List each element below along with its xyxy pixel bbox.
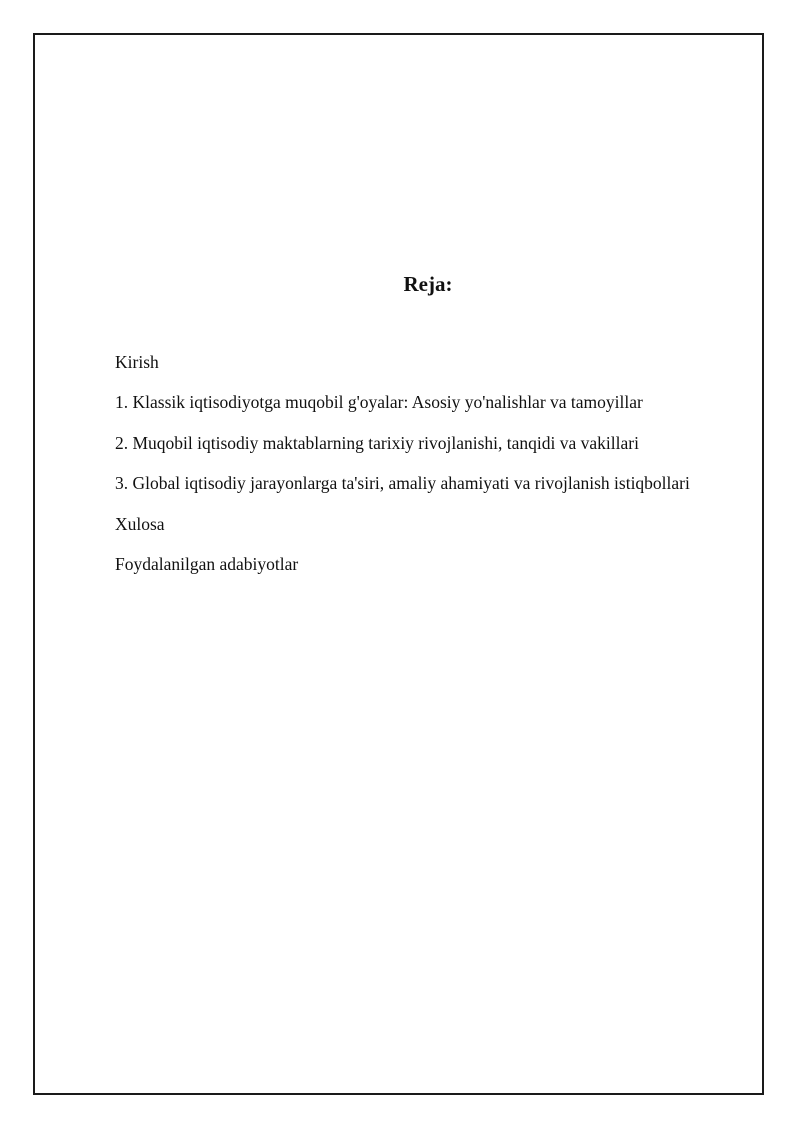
toc-item-introduction: Kirish xyxy=(115,352,159,372)
toc-item-references: Foydalanilgan adabiyotlar xyxy=(115,553,299,574)
toc-item-chapter-3: 3. Global iqtisodiy jarayonlarga ta'siri, amaliy ahamiyati va rivojlanish istiqbollari xyxy=(115,473,690,494)
toc-item-chapter-1: 1. Klassik iqtisodiyotga muqobil g'oyalar: Asosiy yo'nalishlar va tamoyillar xyxy=(115,392,643,413)
table-of-contents xyxy=(115,350,690,592)
toc-item-chapter-2: 2. Muqobil iqtisodiy maktablarning tarixiy rivojlanishi, tanqidi va vakillari xyxy=(115,432,639,453)
toc-item-conclusion: Xulosa xyxy=(115,513,165,534)
page-title: Reja: xyxy=(403,272,453,296)
